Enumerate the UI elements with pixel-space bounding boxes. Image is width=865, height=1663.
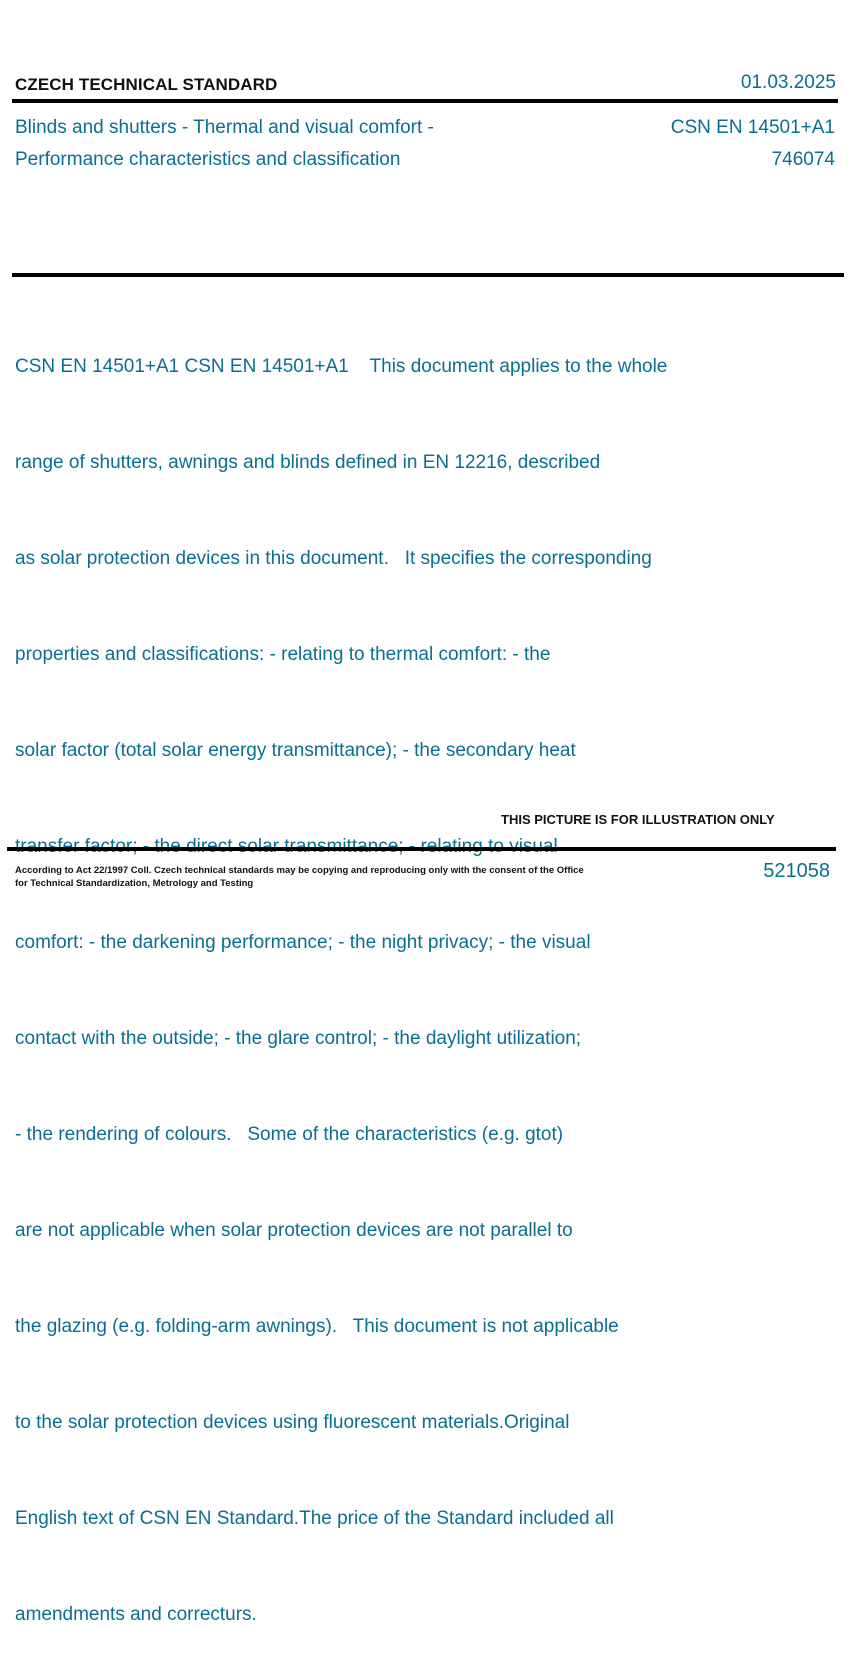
abstract-line: transfer factor; - the direct solar transmittance; - relating to visual bbox=[15, 836, 558, 857]
illustration-notice: THIS PICTURE IS FOR ILLUSTRATION ONLY bbox=[501, 812, 775, 827]
document-title-line-1: Blinds and shutters - Thermal and visual comfort - bbox=[15, 117, 434, 138]
document-abstract bbox=[15, 287, 785, 1663]
abstract-line: English text of CSN EN Standard.The price of the Standard included all bbox=[15, 1508, 614, 1529]
footer-divider bbox=[7, 847, 836, 851]
abstract-line: contact with the outside; - the glare control; - the daylight utilization; bbox=[15, 1028, 582, 1049]
legal-notice-line-1: According to Act 22/1997 Coll. Czech technical standards may be copying and reproducing only with the consent of the Office bbox=[15, 865, 584, 876]
abstract-line: to the solar protection devices using fluorescent materials.Original bbox=[15, 1412, 570, 1433]
classification-number: 746074 bbox=[771, 149, 835, 170]
abstract-line: comfort: - the darkening performance; - the night privacy; - the visual bbox=[15, 932, 591, 953]
abstract-line: properties and classifications: - relating to thermal comfort: - the bbox=[15, 644, 551, 665]
abstract-line: amendments and correcturs. bbox=[15, 1604, 257, 1625]
header-divider bbox=[12, 99, 838, 103]
standard-type-label: CZECH TECHNICAL STANDARD bbox=[15, 75, 278, 94]
abstract-line: - the rendering of colours. Some of the characteristics (e.g. gtot) bbox=[15, 1124, 564, 1145]
abstract-line: as solar protection devices in this document. It specifies the corresponding bbox=[15, 548, 652, 569]
document-title-line-2: Performance characteristics and classification bbox=[15, 149, 401, 170]
legal-notice bbox=[15, 864, 595, 890]
standard-designation: CSN EN 14501+A1 bbox=[670, 117, 835, 138]
abstract-line: the glazing (e.g. folding-arm awnings). This document is not applicable bbox=[15, 1316, 619, 1337]
abstract-line: range of shutters, awnings and blinds defined in EN 12216, described bbox=[15, 452, 601, 473]
title-divider bbox=[12, 273, 844, 277]
publication-date: 01.03.2025 bbox=[740, 72, 836, 93]
catalog-number: 521058 bbox=[763, 860, 830, 882]
legal-notice-line-2: for Technical Standardization, Metrology and Testing bbox=[15, 878, 254, 889]
abstract-line: are not applicable when solar protection devices are not parallel to bbox=[15, 1220, 573, 1241]
abstract-line: solar factor (total solar energy transmittance); - the secondary heat bbox=[15, 740, 576, 761]
abstract-line: CSN EN 14501+A1 CSN EN 14501+A1 This document applies to the whole bbox=[15, 356, 668, 377]
